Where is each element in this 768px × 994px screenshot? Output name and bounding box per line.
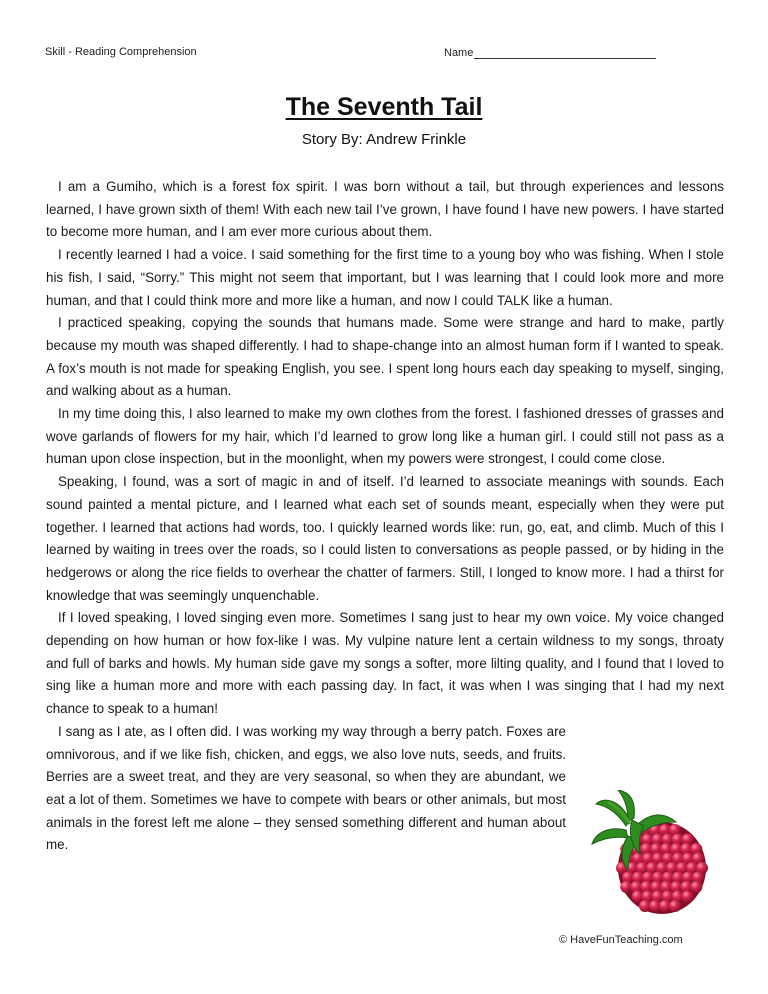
name-line[interactable]: [474, 46, 656, 59]
story-body: [46, 176, 724, 857]
story-title: [0, 93, 768, 122]
story-title-text: The Seventh Tail: [285, 93, 483, 121]
story-byline: Story By: Andrew Frinkle: [301, 131, 467, 148]
story-paragraph: I sang as I ate, as I often did. I was working my way through a berry patch. Foxes are omnivorous, and if we like fish, chicken, and eggs, we also love nuts, seeds, and fruits. Berries are a sweet treat, and they are very seasonal, so when they are abundant, we eat a lot of them. Sometimes we have to compete with bears or other animals, but most animals in the forest left me alone – they sensed something different and human about me.: [46, 723, 566, 853]
raspberry-icon: [590, 790, 718, 920]
story-paragraph: In my time doing this, I also learned to make my own clothes from the forest. I fashioned dresses of grasses and wove garlands of flowers for my hair, which I’d learned to grow long like a human girl. I could still not pass as a human upon close inspection, but in the moonlight, when my powers were strongest, I could come close.: [46, 406, 724, 467]
skill-label: Skill - Reading Comprehension: [45, 46, 197, 58]
story-paragraph: I recently learned I had a voice. I said something for the first time to a young boy who was fishing. When I stole his fish, I said, “Sorry.” This might not seem that important, but I was learning that I could look more and more human, and that I could think more and more like a human, and now I could TALK like a human.: [46, 247, 724, 308]
name-field[interactable]: [444, 46, 656, 59]
story-paragraph: I practiced speaking, copying the sounds that humans made. Some were strange and hard to make, partly because my mouth was shaped differently. I had to shape-change into an almost human form if I wanted to speak. A fox’s mouth is not made for speaking English, you see. I spent long hours each day speaking to myself, singing, and walking about as a human.: [46, 315, 724, 399]
story-paragraph: I am a Gumiho, which is a forest fox spirit. I was born without a tail, but through experiences and lessons learned, I have grown sixth of them! With each new tail I’ve grown, I have found I have new powers. I have started to become more human, and I am ever more curious about them.: [46, 179, 724, 240]
story-paragraph: If I loved speaking, I loved singing even more. Sometimes I sang just to hear my own voice. My voice changed depending on how human or how fox-like I was. My vulpine nature lent a certain wildness to my songs, throaty and full of barks and howls. My human side gave my songs a softer, more lilting quality, and I found that I loved to sing like a human more and more with each passing day. In fact, it was when I was singing that I had my next chance to speak to a human!: [46, 610, 724, 717]
name-label: Name: [444, 47, 474, 59]
story-paragraph: Speaking, I found, was a sort of magic in and of itself. I’d learned to associate meanings with sounds. Each sound painted a mental picture, and I learned what each set of sounds meant, especially when they were put together. I learned that actions had words, too. I quickly learned words like: run, go, eat, and climb. Much of this I learned by waiting in trees over the roads, so I could listen to conversations as people passed, or by hiding in the hedgerows or along the rice fields to overhear the chatter of farmers. Still, I longed to know more. I had a thirst for knowledge that was seemingly unquenchable.: [46, 474, 724, 603]
copyright-footer: © HaveFunTeaching.com: [559, 934, 683, 946]
